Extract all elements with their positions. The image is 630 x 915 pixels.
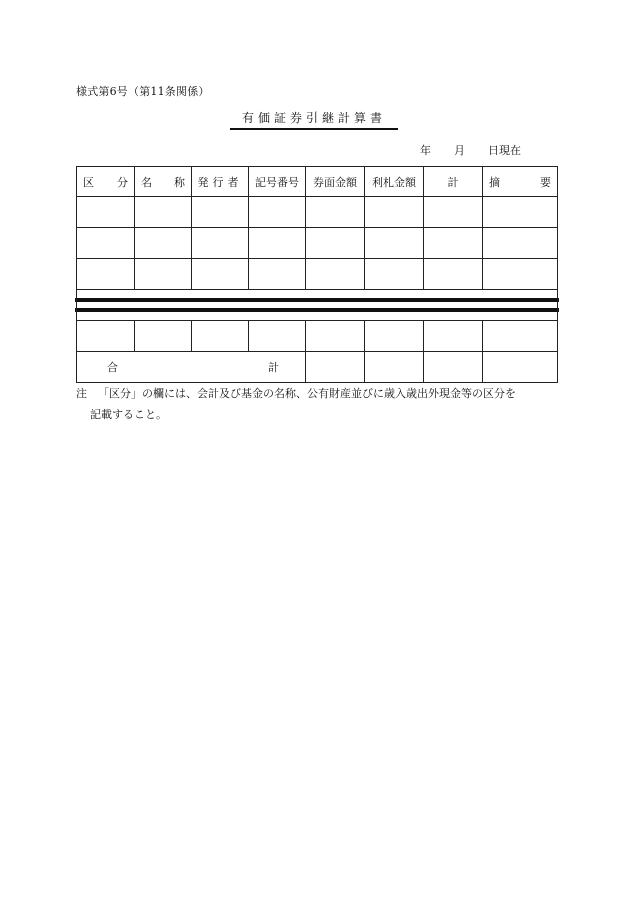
footnote-line-2: 記載すること。 [90, 408, 167, 421]
table-cell[interactable] [483, 228, 558, 259]
header-name-b: 称 [174, 175, 185, 189]
header-issuer [192, 167, 249, 197]
header-issuer-label: 発行者 [197, 175, 243, 189]
month-label: 月 [454, 144, 465, 157]
table-cell[interactable] [77, 321, 135, 352]
total-label-left: 合 [107, 361, 118, 374]
table-cell[interactable] [424, 259, 483, 290]
table-cell[interactable] [365, 228, 424, 259]
header-serial-number: 記号番号 [249, 167, 306, 197]
table-header-row [77, 167, 558, 197]
table-cell[interactable] [306, 259, 365, 290]
table-cell[interactable] [365, 259, 424, 290]
header-category-b: 分 [117, 175, 128, 189]
table-cell[interactable] [77, 197, 135, 228]
table-cell[interactable] [424, 321, 483, 352]
total-row [77, 352, 558, 383]
form-number-label: 様式第6号（第11条関係） [76, 85, 210, 98]
document-title: 有価証券引継計算書 [230, 109, 398, 130]
header-coupon-value: 利札金額 [365, 167, 424, 197]
header-category [77, 167, 135, 197]
table-cell[interactable] [135, 228, 192, 259]
table-cell[interactable] [249, 228, 306, 259]
table-cell[interactable] [365, 197, 424, 228]
total-sum-cell[interactable] [424, 352, 483, 383]
date-line [420, 142, 521, 158]
total-remarks-cell[interactable] [483, 352, 558, 383]
table-cell[interactable] [249, 321, 306, 352]
header-remarks [483, 167, 558, 197]
footnote-mark: 注 [76, 387, 87, 400]
header-face-value: 券面金額 [306, 167, 365, 197]
securities-table [76, 166, 558, 383]
header-total: 計 [424, 167, 483, 197]
as-of-day-label: 日現在 [488, 144, 521, 157]
table-cell[interactable] [77, 259, 135, 290]
break-double-line [75, 298, 559, 312]
table-cell[interactable] [192, 228, 249, 259]
table-cell[interactable] [306, 321, 365, 352]
table-cell[interactable] [249, 197, 306, 228]
table-cell[interactable] [424, 228, 483, 259]
total-face-value-cell[interactable] [306, 352, 365, 383]
table-cell[interactable] [365, 321, 424, 352]
table-cell[interactable] [192, 321, 249, 352]
table-row [77, 197, 558, 228]
header-category-a: 区 [83, 175, 94, 189]
table-cell[interactable] [192, 259, 249, 290]
table-row [77, 259, 558, 290]
table-break-mark [77, 290, 558, 321]
year-label: 年 [420, 144, 431, 157]
table-cell[interactable] [306, 197, 365, 228]
table-cell[interactable] [306, 228, 365, 259]
header-name-a: 名 [141, 175, 152, 189]
table-cell[interactable] [135, 259, 192, 290]
table-cell[interactable] [424, 197, 483, 228]
total-coupon-value-cell[interactable] [365, 352, 424, 383]
footnote-text-1: 「区分」の欄には、会計及び基金の名称、公有財産並びに歳入歳出外現金等の区分を [98, 387, 516, 400]
table-cell[interactable] [135, 321, 192, 352]
table-row [77, 321, 558, 352]
header-remarks-b: 要 [540, 175, 551, 189]
table-cell[interactable] [249, 259, 306, 290]
table-cell[interactable] [483, 259, 558, 290]
total-label-right: 計 [268, 361, 279, 374]
total-label-cell [77, 352, 306, 383]
break-mark-cell [77, 290, 558, 321]
table-cell[interactable] [135, 197, 192, 228]
footnote-line-1 [76, 383, 566, 404]
table-cell[interactable] [192, 197, 249, 228]
table-row [77, 228, 558, 259]
header-remarks-a: 摘 [489, 175, 500, 189]
header-name [135, 167, 192, 197]
table-cell[interactable] [77, 228, 135, 259]
table-cell[interactable] [483, 197, 558, 228]
table-cell[interactable] [483, 321, 558, 352]
footnote [76, 383, 566, 425]
